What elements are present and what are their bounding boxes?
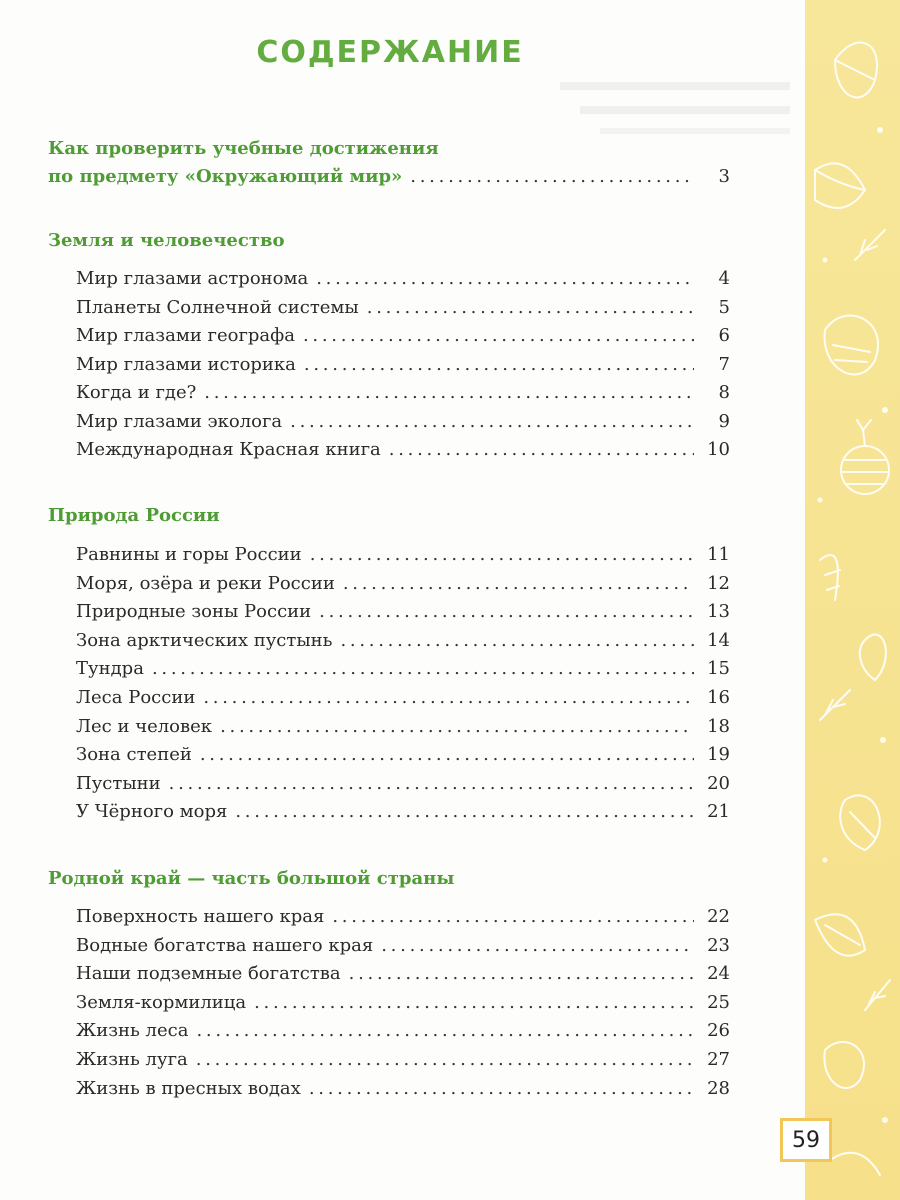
toc-entry-label: Поверхность нашего края (76, 906, 325, 927)
toc-entry[interactable] (76, 439, 730, 463)
toc-entry-page-number: 28 (707, 1077, 730, 1099)
toc-entry[interactable] (76, 630, 730, 654)
toc-entry[interactable] (76, 744, 730, 768)
bleed-through-text (560, 78, 800, 143)
toc-entry-page-number: 10 (707, 439, 730, 460)
intro-heading-line1: Как проверить учебные достижения (48, 138, 439, 159)
toc-entry[interactable] (76, 1078, 730, 1102)
toc-entry-label: Жизнь луга (76, 1049, 188, 1070)
dot-leader (152, 658, 694, 679)
dot-leader (304, 354, 694, 375)
dot-leader (200, 744, 694, 765)
toc-entry-page-number: 6 (718, 325, 730, 346)
dot-leader (381, 935, 694, 956)
toc-entry-page-number: 18 (707, 715, 730, 737)
dot-leader (196, 1020, 694, 1041)
toc-entry-label: Мир глазами историка (76, 353, 296, 375)
toc-entry-page-number: 20 (707, 772, 730, 794)
toc-entry-label: Леса России (76, 687, 196, 708)
toc-entry[interactable] (76, 992, 730, 1016)
toc-entry-label: Мир глазами эколога (76, 410, 283, 432)
dot-leader (332, 906, 694, 927)
toc-entry-label: Пустыни (76, 772, 161, 794)
dot-leader (235, 801, 694, 822)
bleed-through-shape (560, 78, 800, 138)
dot-leader (319, 601, 694, 622)
toc-entry-page-number: 5 (718, 296, 730, 318)
toc-entry-label: Жизнь в пресных водах (76, 1077, 301, 1099)
toc-entry-label: Зона степей (76, 744, 192, 766)
toc-entry[interactable] (76, 963, 730, 987)
dot-leader (309, 1078, 694, 1099)
toc-entry-label: Моря, озёра и реки России (76, 572, 335, 594)
dot-leader (220, 716, 694, 737)
toc-entry-page-number: 24 (707, 963, 730, 985)
toc-entry[interactable] (76, 544, 730, 568)
dot-leader (204, 382, 694, 403)
toc-entry-page-number: 26 (707, 1020, 730, 1042)
toc-entry[interactable] (76, 1049, 730, 1073)
toc-entry-page-number: 13 (707, 601, 730, 623)
toc-entry[interactable] (76, 773, 730, 797)
page-number: 59 (792, 1127, 820, 1153)
toc-entry-label: Земля-кормилица (76, 991, 247, 1013)
intro-page-number: 3 (718, 166, 730, 187)
toc-entry-label: Равнины и горы России (76, 544, 302, 565)
toc-entry[interactable] (76, 268, 730, 292)
toc-entry-page-number: 27 (707, 1049, 730, 1070)
toc-entry[interactable] (76, 687, 730, 711)
toc-entry-label: Жизнь леса (76, 1020, 189, 1042)
dot-leader (169, 773, 694, 794)
toc-entry-page-number: 19 (707, 744, 730, 766)
toc-entry-page-number: 23 (707, 934, 730, 956)
toc-entry-label: Планеты Солнечной системы (76, 296, 359, 318)
toc-entry-label: Природные зоны России (76, 601, 312, 623)
section-heading-native-land: Родной край — часть большой страны (48, 868, 455, 889)
toc-entry[interactable] (76, 354, 730, 378)
dot-leader (310, 544, 694, 565)
dot-leader (343, 573, 694, 594)
toc-entry-page-number: 22 (707, 906, 730, 927)
toc-entry-label: Наши подземные богатства (76, 963, 341, 985)
toc-entry[interactable] (76, 411, 730, 435)
toc-entry[interactable] (76, 906, 730, 930)
page-number-box (780, 1118, 832, 1162)
toc-entry-page-number: 21 (707, 801, 730, 823)
toc-entry-page-number: 8 (718, 382, 730, 403)
toc-entry-label: Мир глазами географа (76, 325, 295, 346)
intro-heading-line2: по предмету «Окружающий мир» (48, 166, 403, 187)
toc-entry[interactable] (76, 658, 730, 682)
toc-entry-page-number: 25 (707, 991, 730, 1013)
toc-entry-page-number: 11 (707, 544, 730, 565)
toc-entry-page-number: 12 (707, 572, 730, 594)
dot-leader (389, 439, 694, 460)
dot-leader (290, 411, 694, 432)
toc-entry-label: Международная Красная книга (76, 439, 381, 460)
dot-leader (410, 166, 694, 187)
decorative-side-band (805, 0, 900, 1200)
intro-entry[interactable] (48, 166, 730, 190)
toc-entry-label: Когда и где? (76, 382, 197, 403)
leaf-pattern-icon (805, 0, 900, 1200)
toc-entry-label: У Чёрного моря (76, 801, 228, 823)
page-title: СОДЕРЖАНИЕ (256, 35, 524, 70)
toc-entry[interactable] (76, 1020, 730, 1044)
dot-leader (196, 1049, 694, 1070)
toc-entry-page-number: 14 (707, 629, 730, 651)
dot-leader (203, 687, 694, 708)
toc-entry-label: Мир глазами астронома (76, 268, 309, 289)
toc-entry-label: Водные богатства нашего края (76, 934, 374, 956)
toc-entry[interactable] (76, 801, 730, 825)
section-heading-earth: Земля и человечество (48, 230, 285, 251)
toc-entry-label: Тундра (76, 658, 144, 680)
dot-leader (340, 630, 694, 651)
toc-entry-label: Зона арктических пустынь (76, 629, 333, 651)
dot-leader (303, 325, 694, 346)
toc-entry-page-number: 16 (707, 687, 730, 708)
toc-entry-page-number: 15 (707, 658, 730, 680)
toc-entry-page-number: 7 (718, 353, 730, 375)
toc-entry[interactable] (76, 935, 730, 959)
toc-entry-label: Лес и человек (76, 715, 213, 737)
toc-entry-page-number: 4 (718, 268, 730, 289)
section-heading-russia: Природа России (48, 505, 220, 526)
dot-leader (254, 992, 694, 1013)
toc-entry-page-number: 9 (718, 410, 730, 432)
toc-entry[interactable] (76, 382, 730, 406)
toc-entry[interactable] (76, 601, 730, 625)
toc-entry[interactable] (76, 325, 730, 349)
dot-leader (316, 268, 694, 289)
toc-entry[interactable] (76, 573, 730, 597)
dot-leader (367, 297, 694, 318)
toc-entry[interactable] (76, 297, 730, 321)
dot-leader (349, 963, 694, 984)
toc-entry[interactable] (76, 716, 730, 740)
